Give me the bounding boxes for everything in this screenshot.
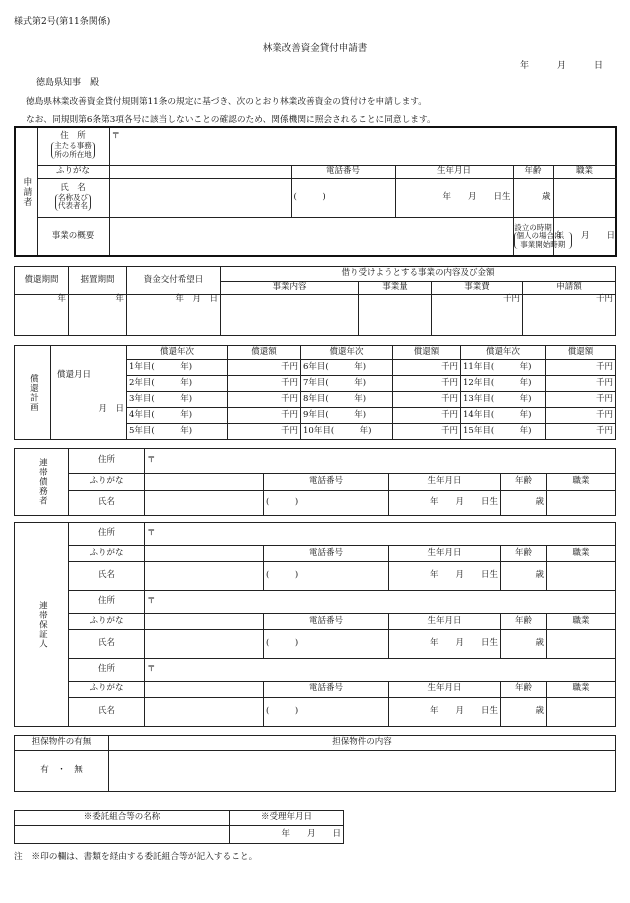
repay-amount[interactable]: 千円 [393, 376, 461, 392]
joint-debtor-section-label: 連帯債務者 [15, 449, 69, 516]
address-field[interactable]: 〒 [145, 590, 616, 613]
union-name-field[interactable] [15, 826, 230, 844]
project-volume-field[interactable] [359, 295, 432, 336]
age-label: 年齢 [501, 613, 547, 629]
repay-amount[interactable]: 千円 [546, 408, 616, 424]
furigana-label: ふりがな [69, 613, 145, 629]
name-label: 氏 名 名称及び 代表者名 [37, 179, 109, 218]
age-field[interactable]: 歳 [513, 179, 553, 218]
birth-field[interactable]: 年 月 日生 [389, 630, 501, 659]
repay-year[interactable]: 9年目( 年) [301, 408, 393, 424]
footnote: 注 ※印の欄は、書類を経由する委託組合等が記入すること。 [14, 852, 258, 862]
furigana-label: ふりがな [69, 545, 145, 561]
name-label: 氏名 [69, 630, 145, 659]
birth-label: 生年月日 [395, 166, 513, 179]
repay-year[interactable]: 5年目( 年) [127, 424, 228, 440]
repay-amount[interactable]: 千円 [546, 392, 616, 408]
address-label: 住所 [69, 449, 145, 474]
project-header: 借り受けようとする事業の内容及び金額 [221, 267, 616, 282]
phone-field[interactable]: ( ) [291, 179, 395, 218]
collateral-table [14, 735, 616, 792]
furigana-field[interactable] [145, 545, 264, 561]
repay-amount[interactable]: 千円 [393, 424, 461, 440]
phone-label: 電話番号 [264, 681, 389, 697]
phone-field[interactable]: ( ) [264, 698, 389, 727]
repay-year[interactable]: 11年目( 年) [461, 360, 546, 376]
repayment-section-label: 償還計画 [15, 346, 51, 440]
col-year-2: 償還年次 [301, 346, 393, 360]
age-label: 年齢 [501, 545, 547, 561]
furigana-field[interactable] [145, 473, 264, 491]
age-field[interactable]: 歳 [501, 630, 547, 659]
grace-period-label: 据置期間 [69, 267, 127, 295]
job-field[interactable] [547, 491, 616, 516]
applicant-section-label: 申請者 [15, 127, 37, 256]
establish-field[interactable]: 年 月 日 [553, 217, 616, 256]
office-use-table [14, 810, 344, 844]
address-field[interactable]: 〒 [145, 523, 616, 546]
repay-amount[interactable]: 千円 [228, 360, 301, 376]
repay-year[interactable]: 12年目( 年) [461, 376, 546, 392]
birth-field[interactable]: 年 月 日生 [389, 698, 501, 727]
job-field[interactable] [547, 630, 616, 659]
phone-field[interactable]: ( ) [264, 630, 389, 659]
furigana-label: ふりがな [69, 473, 145, 491]
furigana-field[interactable] [109, 166, 291, 179]
col-amount-1: 償還額 [228, 346, 301, 360]
address-field[interactable]: 〒 [109, 127, 616, 166]
name-field[interactable] [145, 491, 264, 516]
intro-text-1: 徳島県林業改善資金貸付規則第11条の規定に基づき、次のとおり林業改善資金の貸付けを申請します。 [26, 97, 427, 107]
age-field[interactable]: 歳 [501, 491, 547, 516]
repay-year[interactable]: 13年目( 年) [461, 392, 546, 408]
name-field[interactable] [145, 562, 264, 591]
col-year-3: 償還年次 [461, 346, 546, 360]
address-label: 住所 [69, 590, 145, 613]
address-field[interactable]: 〒 [145, 658, 616, 681]
name-field[interactable] [109, 179, 291, 218]
birth-field[interactable]: 年 月 日生 [389, 562, 501, 591]
age-label: 年齢 [501, 681, 547, 697]
address-label: 住 所 主たる事務 所の所在地 [37, 127, 109, 166]
repay-amount[interactable]: 千円 [546, 360, 616, 376]
phone-label: 電話番号 [291, 166, 395, 179]
phone-field[interactable]: ( ) [264, 562, 389, 591]
repay-year[interactable]: 1年目( 年) [127, 360, 228, 376]
joint-debtor-table [14, 448, 616, 516]
job-label: 職業 [547, 473, 616, 491]
job-field[interactable] [553, 179, 616, 218]
guarantor-section-label: 連帯保証人 [15, 523, 69, 727]
phone-field[interactable]: ( ) [264, 491, 389, 516]
requested-amount-label: 申請額 [523, 282, 616, 295]
phone-label: 電話番号 [264, 545, 389, 561]
repay-amount[interactable]: 千円 [546, 424, 616, 440]
birth-field[interactable]: 年 月 日生 [395, 179, 513, 218]
repay-amount[interactable]: 千円 [228, 424, 301, 440]
repay-year[interactable]: 14年目( 年) [461, 408, 546, 424]
establish-label: 設立の時期 個人の場合は、 事業開始時期 [513, 217, 553, 256]
furigana-label: ふりがな [69, 681, 145, 697]
col-amount-3: 償還額 [546, 346, 616, 360]
phone-label: 電話番号 [264, 613, 389, 629]
job-label: 職業 [547, 545, 616, 561]
applicant-table [14, 126, 617, 257]
address-label: 住所 [69, 523, 145, 546]
received-date-field[interactable]: 年 月 日 [230, 826, 344, 844]
repay-year[interactable]: 2年目( 年) [127, 376, 228, 392]
address-label: 住所 [69, 658, 145, 681]
repay-year[interactable]: 8年目( 年) [301, 392, 393, 408]
furigana-field[interactable] [145, 681, 264, 697]
repay-year[interactable]: 15年目( 年) [461, 424, 546, 440]
birth-label: 生年月日 [389, 613, 501, 629]
business-field[interactable] [109, 217, 513, 256]
repay-year[interactable]: 6年目( 年) [301, 360, 393, 376]
collateral-content-field[interactable] [109, 751, 616, 792]
project-content-label: 事業内容 [221, 282, 359, 295]
repay-amount[interactable]: 千円 [546, 376, 616, 392]
repay-year[interactable]: 10年目( 年) [301, 424, 393, 440]
age-field[interactable]: 歳 [501, 698, 547, 727]
document-title: 林業改善資金貸付申請書 [262, 43, 368, 54]
repayment-table [14, 345, 616, 440]
repay-year[interactable]: 3年目( 年) [127, 392, 228, 408]
name-field[interactable] [145, 698, 264, 727]
age-label: 年齢 [513, 166, 553, 179]
project-content-field[interactable] [221, 295, 359, 336]
birth-field[interactable]: 年 月 日生 [389, 491, 501, 516]
date-line: 年 月 日 [520, 61, 604, 71]
name-label: 氏名 [69, 698, 145, 727]
requested-amount-field[interactable]: 千円 [523, 295, 616, 336]
age-field[interactable]: 歳 [501, 562, 547, 591]
form-number: 様式第2号(第11条関係) [14, 17, 111, 27]
grace-period-field[interactable]: 年 [69, 295, 127, 336]
repay-amount[interactable]: 千円 [393, 360, 461, 376]
name-field[interactable] [145, 630, 264, 659]
repay-amount[interactable]: 千円 [393, 392, 461, 408]
repay-period-field[interactable]: 年 [15, 295, 69, 336]
name-label: 氏名 [69, 562, 145, 591]
project-cost-field[interactable]: 千円 [432, 295, 523, 336]
desired-date-field[interactable]: 年 月 日 [127, 295, 221, 336]
age-label: 年齢 [501, 473, 547, 491]
collateral-content-label: 担保物件の内容 [109, 736, 616, 751]
project-volume-label: 事業量 [359, 282, 432, 295]
job-field[interactable] [547, 562, 616, 591]
repay-period-label: 償還期間 [15, 267, 69, 295]
repay-year[interactable]: 4年目( 年) [127, 408, 228, 424]
repay-amount[interactable]: 千円 [228, 392, 301, 408]
loan-table [14, 266, 616, 336]
birth-label: 生年月日 [389, 681, 501, 697]
furigana-label: ふりがな [37, 166, 109, 179]
collateral-choice[interactable]: 有 ・ 無 [15, 751, 109, 792]
phone-label: 電話番号 [264, 473, 389, 491]
intro-text-2: なお、同規則第6条第3項各号に該当しないことの確認のため、関係機関に照会されることに同意します。 [26, 115, 436, 125]
name-label: 氏名 [69, 491, 145, 516]
business-label: 事業の概要 [37, 217, 109, 256]
job-field[interactable] [547, 698, 616, 727]
union-name-label: ※委託組合等の名称 [15, 811, 230, 826]
repay-amount[interactable]: 千円 [228, 408, 301, 424]
col-amount-2: 償還額 [393, 346, 461, 360]
job-label: 職業 [547, 613, 616, 629]
addressee: 徳島県知事 殿 [36, 78, 100, 88]
desired-date-label: 資金交付希望日 [127, 267, 221, 295]
furigana-field[interactable] [145, 613, 264, 629]
col-year-1: 償還年次 [127, 346, 228, 360]
birth-label: 生年月日 [389, 473, 501, 491]
repay-amount[interactable]: 千円 [228, 376, 301, 392]
collateral-has-label: 担保物件の有無 [15, 736, 109, 751]
job-label: 職業 [553, 166, 616, 179]
repay-year[interactable]: 7年目( 年) [301, 376, 393, 392]
repay-month-label: 償還月日 月 日 [51, 346, 127, 440]
received-date-label: ※受理年月日 [230, 811, 344, 826]
job-label: 職業 [547, 681, 616, 697]
project-cost-label: 事業費 [432, 282, 523, 295]
repay-amount[interactable]: 千円 [393, 408, 461, 424]
guarantor-table [14, 522, 616, 727]
address-field[interactable]: 〒 [145, 449, 616, 474]
birth-label: 生年月日 [389, 545, 501, 561]
